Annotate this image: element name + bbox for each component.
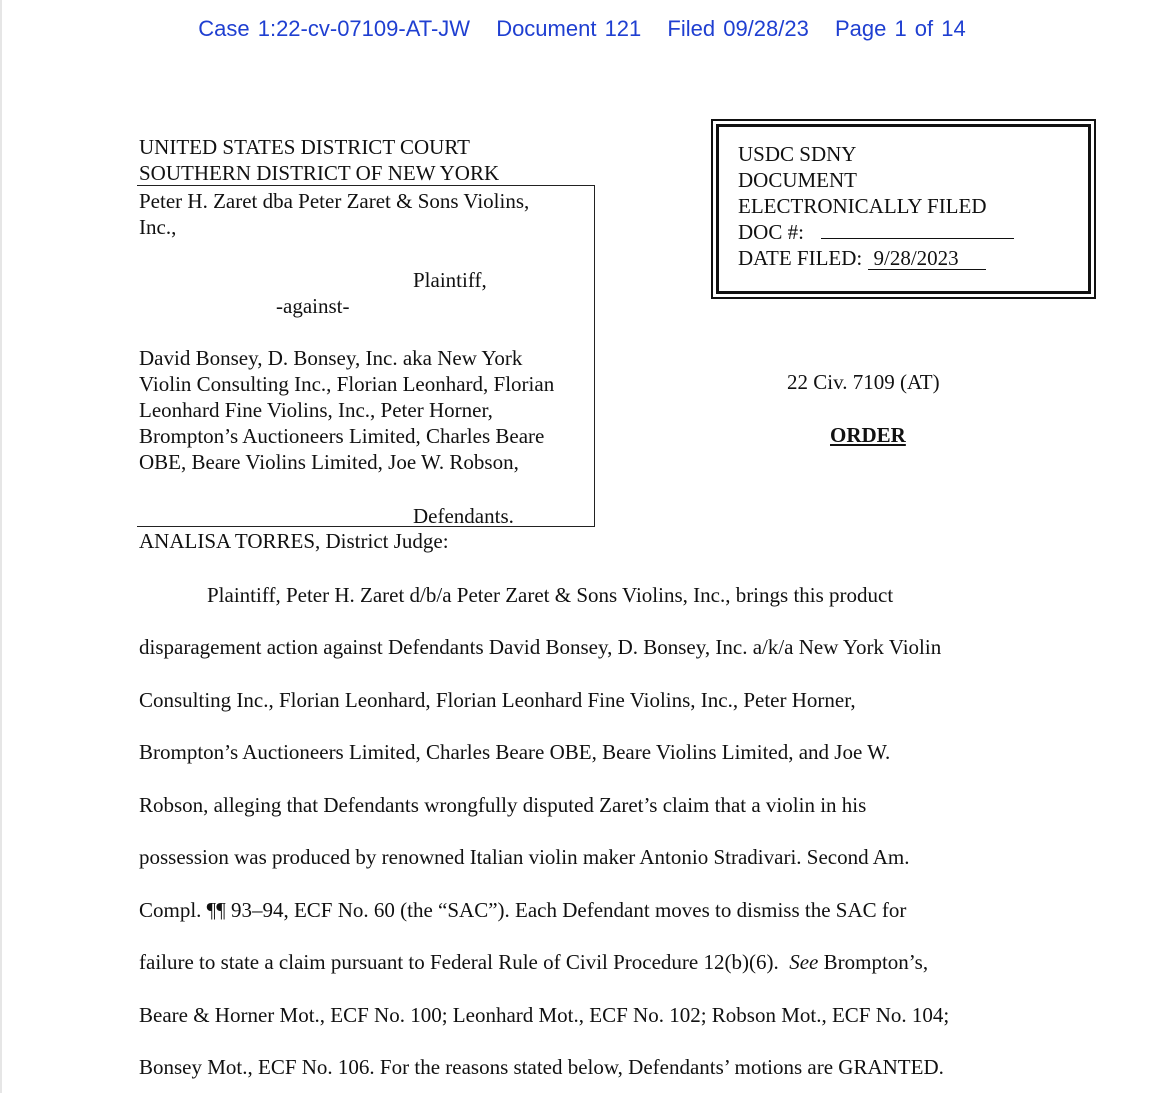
stamp-line-2: DOCUMENT [738, 168, 857, 192]
doc-label: DOC #: [738, 220, 804, 244]
electronic-filing-stamp [711, 119, 1096, 299]
defendants-line-1: David Bonsey, D. Bonsey, Inc. aka New York [139, 346, 523, 370]
body-line-3: Consulting Inc., Florian Leonhard, Florian Leonhard Fine Violins, Inc., Peter Horner, [139, 688, 856, 712]
order-title: ORDER [830, 423, 906, 447]
defendants-line-4: Brompton’s Auctioneers Limited, Charles Beare [139, 424, 545, 448]
body-line-9: Beare & Horner Mot., ECF No. 100; Leonhard Mot., ECF No. 102; Robson Mot., ECF No. 104; [139, 1003, 950, 1027]
court-name [139, 134, 499, 186]
against-label: -against- [276, 294, 350, 318]
defendants-line-3: Leonhard Fine Violins, Inc., Peter Horner, [139, 398, 493, 422]
filed-date-header: Filed 09/28/23 [667, 16, 809, 41]
stamp-line-1: USDC SDNY [738, 142, 857, 166]
defendants-role: Defendants. [413, 504, 514, 528]
see-signal: See [789, 950, 819, 974]
civil-case-number: 22 Civ. 7109 (AT) [787, 370, 940, 394]
body-line-10: Bonsey Mot., ECF No. 106. For the reasons stated below, Defendants’ motions are GRANTED. [139, 1055, 944, 1079]
plaintiff-name-2: Inc., [139, 215, 177, 239]
plaintiff-role: Plaintiff, [413, 268, 487, 292]
case-number-header: Case 1:22-cv-07109-AT-JW [198, 16, 471, 41]
document-number: Document 121 [496, 16, 642, 41]
body-line-8-a: failure to state a claim pursuant to Federal Rule of Civil Procedure 12(b)(6). [139, 950, 790, 974]
body-line-8-b: Brompton’s, [818, 950, 929, 974]
date-filed-value: 9/28/2023 [868, 247, 986, 270]
ecf-header [0, 16, 1164, 42]
court-line-2: SOUTHERN DISTRICT OF NEW YORK [139, 161, 500, 185]
plaintiff-name-1: Peter H. Zaret dba Peter Zaret & Sons Violins, [139, 189, 530, 213]
defendants-line-5: OBE, Beare Violins Limited, Joe W. Robson, [139, 450, 519, 474]
body-line-5: Robson, alleging that Defendants wrongfully disputed Zaret’s claim that a violin in his [139, 793, 867, 817]
stamp-date-row [738, 245, 1088, 271]
page-indicator: Page 1 of 14 [834, 16, 966, 41]
court-line-1: UNITED STATES DISTRICT COURT [139, 135, 470, 159]
body-line-1: Plaintiff, Peter H. Zaret d/b/a Peter Zaret & Sons Violins, Inc., brings this product [207, 583, 894, 607]
judge-name: ANALISA TORRES, District Judge: [139, 529, 449, 553]
date-filed-label: DATE FILED: [738, 246, 863, 270]
body-line-7: Compl. ¶¶ 93–94, ECF No. 60 (the “SAC”). Each Defendant moves to dismiss the SAC for [139, 898, 907, 922]
body-line-2: disparagement action against Defendants David Bonsey, D. Bonsey, Inc. a/k/a New York Violin [139, 635, 942, 659]
body-line-4: Brompton’s Auctioneers Limited, Charles Beare OBE, Beare Violins Limited, and Joe W. [139, 740, 891, 764]
body-line-8 [139, 950, 928, 975]
body-line-6: possession was produced by renowned Italian violin maker Antonio Stradivari. Second Am. [139, 845, 910, 869]
doc-number-blank [821, 220, 1014, 239]
page-edge [0, 0, 2, 1093]
stamp-doc-row [738, 219, 1088, 245]
defendants-line-2: Violin Consulting Inc., Florian Leonhard, Florian [139, 372, 555, 396]
stamp-line-3: ELECTRONICALLY FILED [738, 194, 987, 218]
